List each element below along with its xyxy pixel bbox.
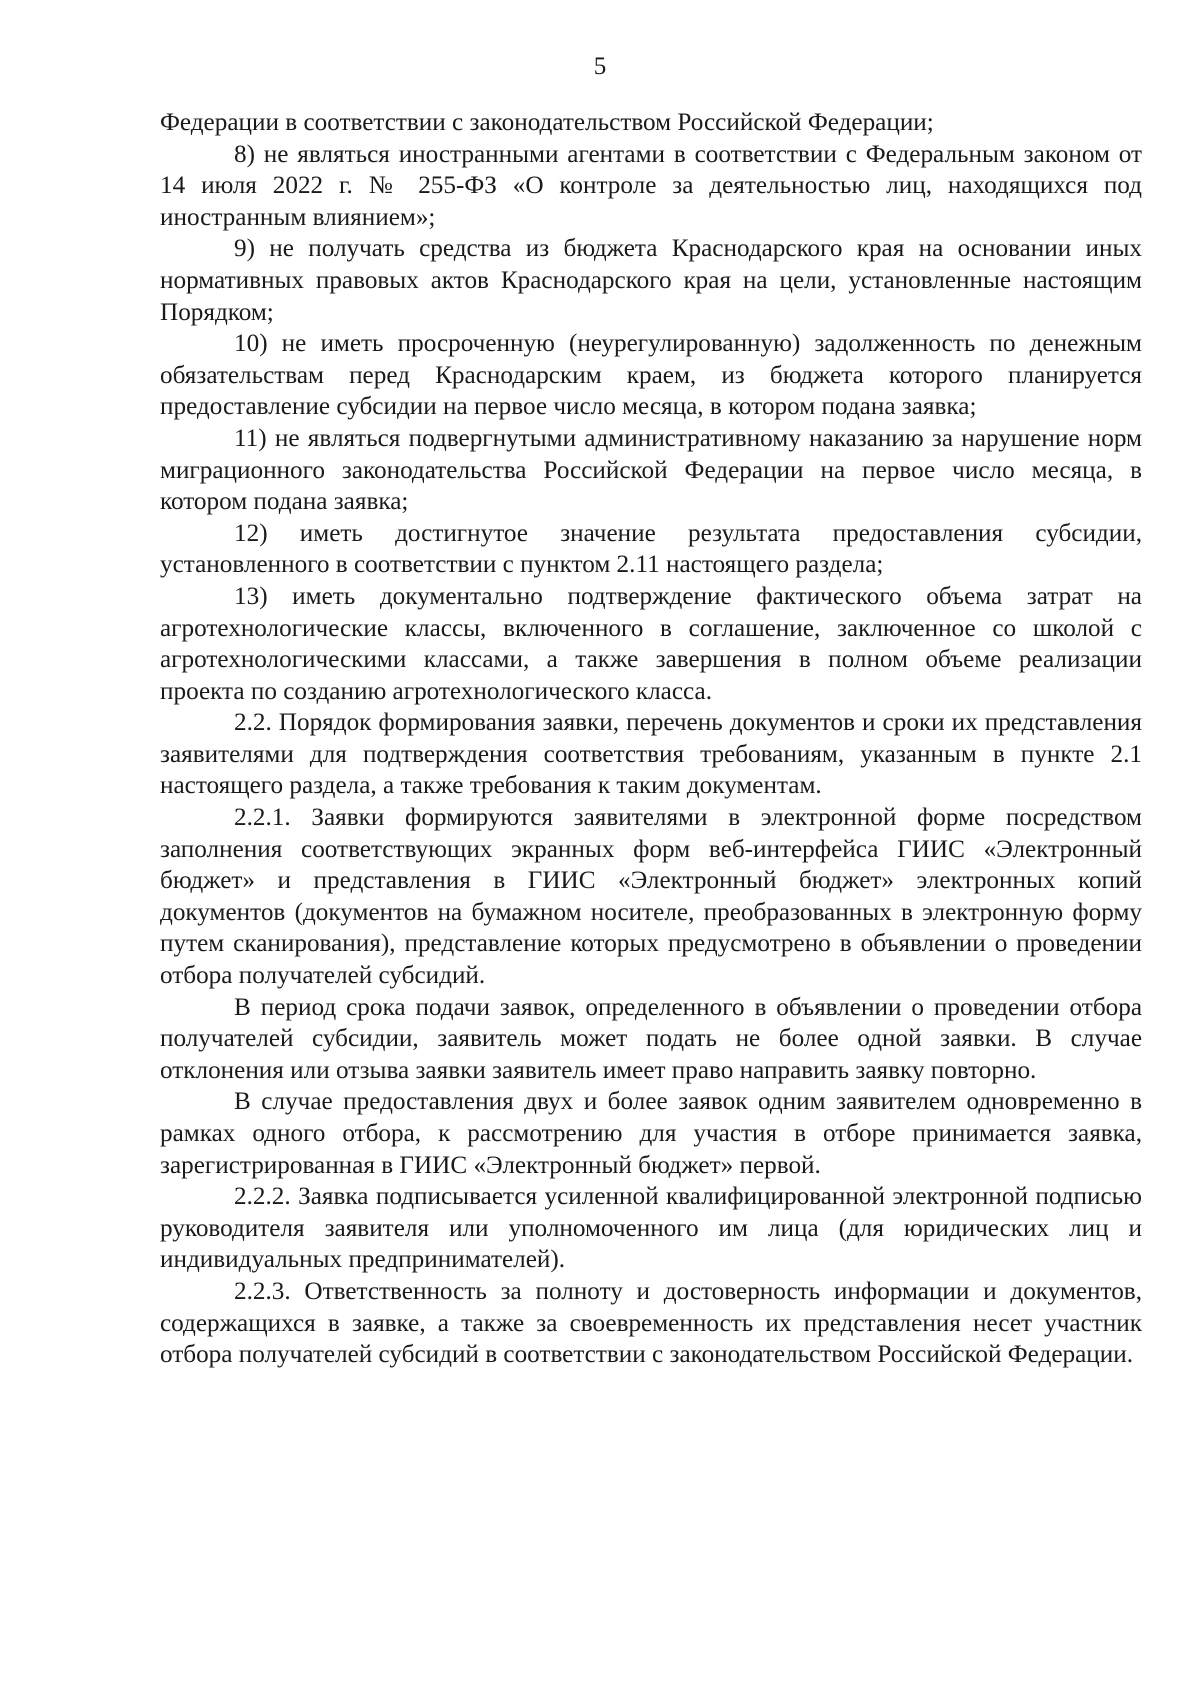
paragraph-section-2-2-2: 2.2.2. Заявка подписывается усиленной квалифицированной электронной подписью руководителя заявителя или уполномоченного им лица (для юридических лиц и индивидуальных предпринимателей). <box>160 1183 1142 1274</box>
paragraph-section-2-2-1: 2.2.1. Заявки формируются заявителями в электронной форме посредством заполнения соответствующих экранных форм веб-интерфейса ГИИС «Электронный бюджет» и представления в ГИИС «Электронный бюджет» электронных копий документов (документов на бумажном носителе, преобразованных в электронную форму путем сканирования), представление которых предусмотрено в объявлении о проведении отбора получателей субсидий. <box>160 804 1142 990</box>
paragraph-section-2-2: 2.2. Порядок формирования заявки, перечень документов и сроки их представления заявителями для подтверждения соответствия требованиям, указанным в пункте 2.1 настоящего раздела, а также требования к таким документам. <box>160 709 1142 800</box>
paragraph-section-2-2-3: 2.2.3. Ответственность за полноту и достоверность информации и документов, содержащихся в заявке, а также за своевременность их представления несет участник отбора получателей субсидий в соответствии с законодательством Российской Федерации. <box>160 1277 1142 1369</box>
paragraph-item-12: 12) иметь достигнутое значение результата предоставления субсидии, установленного в соответствии с пунктом 2.11 настоящего раздела; <box>160 519 1142 579</box>
paragraph-item-11: 11) не являться подвергнутыми административному наказанию за нарушение норм миграционного законодательства Российской Федерации на первое число месяца, в котором подана заявка; <box>160 424 1142 516</box>
paragraph-item-9: 9) не получать средства из бюджета Краснодарского края на основании иных нормативных правовых актов Краснодарского края на цели, установленные настоящим Порядком; <box>160 235 1142 326</box>
paragraph-item-10: 10) не иметь просроченную (неурегулированную) задолженность по денежным обязательствам перед Краснодарским краем, из бюджета которого планируется предоставление субсидии на первое число месяца, в котором подана заявка; <box>160 330 1142 421</box>
page-number: 5 <box>593 53 607 80</box>
paragraph-continuation: Федерации в соответствии с законодательством Российской Федерации; <box>160 109 934 136</box>
paragraph-item-13: 13) иметь документально подтверждение фактического объема затрат на агротехнологические классы, включенного в соглашение, заключенное со школой с агротехнологическими классами, а также завершения в полном объеме реализации проекта по созданию агротехнологического класса. <box>160 582 1142 705</box>
document-body <box>160 107 1142 1371</box>
paragraph-submission-period: В период срока подачи заявок, определенного в объявлении о проведении отбора получателей субсидии, заявитель может подать не более одной заявки. В случае отклонения или отзыва заявки заявитель имеет право направить заявку повторно. <box>160 993 1142 1084</box>
paragraph-multiple-applications: В случае предоставления двух и более заявок одним заявителем одновременно в рамках одного отбора, к рассмотрению для участия в отборе принимается заявка, зарегистрированная в ГИИС «Электронный бюджет» первой. <box>160 1088 1142 1179</box>
paragraph-item-8: 8) не являться иностранными агентами в соответствии с Федеральным законом от 14 июля 2022 г. № 255-ФЗ «О контроле за деятельностью лиц, находящихся под иностранным влиянием»; <box>160 140 1142 231</box>
